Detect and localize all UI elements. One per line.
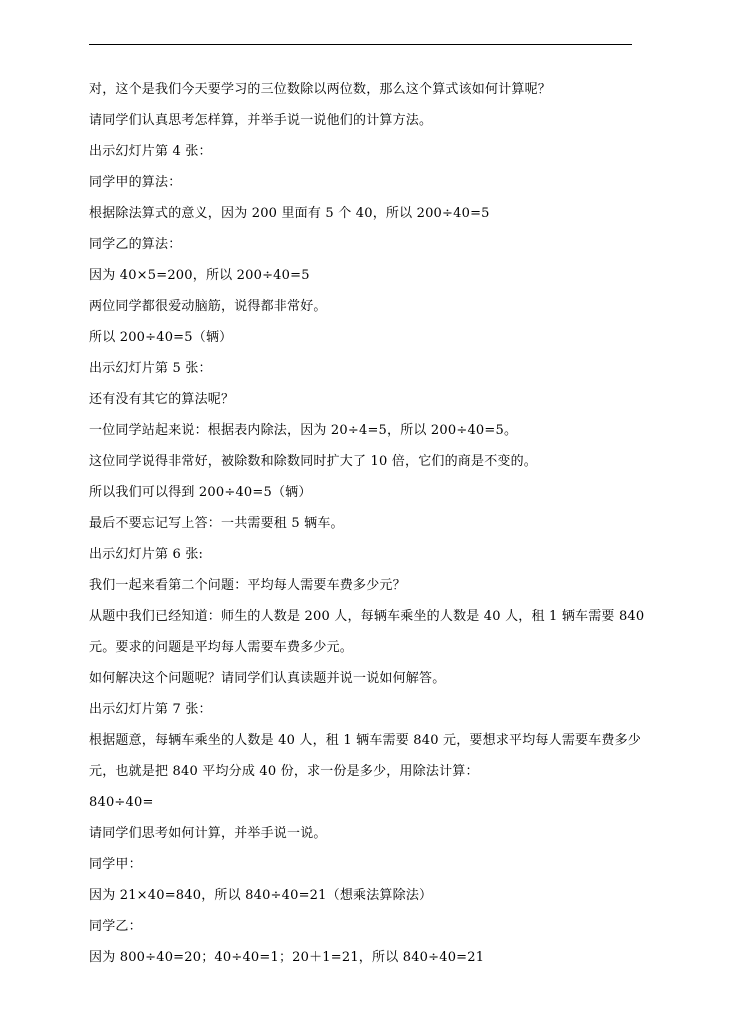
text-line: 从题中我们已经知道：师生的人数是 200 人，每辆车乘坐的人数是 40 人，租 1 辆车需要 840 [89,609,645,624]
document-body [89,78,649,977]
text-line: 出示幻灯片第 4 张： [89,144,212,159]
text-line: 如何解决这个问题呢？请同学们认真读题并说一说如何解答。 [89,671,446,686]
text-line: 840÷40= [89,795,154,810]
text-line: 对，这个是我们今天要学习的三位数除以两位数，那么这个算式该如何计算呢？ [89,82,552,97]
header-rule [89,44,632,45]
text-line: 元，也就是把 840 平均分成 40 份，求一份是多少，用除法计算： [89,764,479,779]
text-line: 同学乙： [89,919,142,934]
text-line: 所以 200÷40=5（辆） [89,330,233,345]
text-line: 根据除法算式的意义，因为 200 里面有 5 个 40，所以 200÷40=5 [89,206,490,221]
text-line: 最后不要忘记写上答：一共需要租 5 辆车。 [89,516,344,531]
text-line: 所以我们可以得到 200÷40=5（辆） [89,485,312,500]
text-line: 同学甲： [89,857,142,872]
text-line: 根据题意，每辆车乘坐的人数是 40 人，租 1 辆车需要 840 元，要想求平均每人需要车费多少 [89,733,642,748]
text-line: 因为 40×5=200，所以 200÷40=5 [89,268,310,283]
text-line: 同学甲的算法： [89,175,182,190]
text-line: 因为 800÷40=20；40÷40=1；20＋1=21，所以 840÷40=21 [89,950,485,965]
text-line: 同学乙的算法： [89,237,182,252]
text-line: 出示幻灯片第 6 张: [89,547,204,562]
text-line: 请同学们思考如何计算，并举手说一说。 [89,826,327,841]
text-line: 我们一起来看第二个问题：平均每人需要车费多少元？ [89,578,406,593]
text-line: 还有没有其它的算法呢？ [89,392,235,407]
text-line: 因为 21×40=840，所以 840÷40=21（想乘法算除法） [89,888,433,903]
text-line: 两位同学都很爱动脑筋，说得都非常好。 [89,299,327,314]
text-line: 请同学们认真思考怎样算，并举手说一说他们的计算方法。 [89,113,433,128]
text-line: 出示幻灯片第 7 张： [89,702,212,717]
text-line: 这位同学说得非常好，被除数和除数同时扩大了 10 倍，它们的商是不变的。 [89,454,538,469]
text-line: 出示幻灯片第 5 张： [89,361,212,376]
text-line: 一位同学站起来说：根据表内除法，因为 20÷4=5，所以 200÷40=5。 [89,423,518,438]
text-line: 元。要求的问题是平均每人需要车费多少元。 [89,640,354,655]
